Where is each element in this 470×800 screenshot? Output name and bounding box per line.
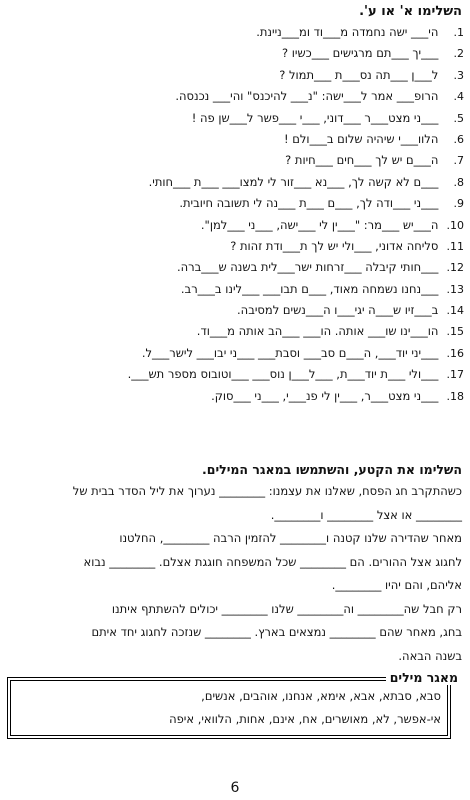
exercise-item: 5. ___ני מצט___ר ___דוני, ___י ___פשר ל___שן פה ! (191, 110, 464, 125)
exercise-text: ___יני יוד___, ה___ם סב___ וסבת___ ___ני יבו___ לישר___ל. (141, 345, 439, 360)
exercise-text: סליחה אדוני, ___ולי יש לך ת___ודת זהות ? (230, 238, 439, 253)
exercise-item: 13. ___נחנו נשמחה מאוד, ___ם תבו___ ___לינו ב___רב. (180, 281, 464, 296)
exercise-item: 3. ל___ן ___תה נס___ת ___תמול ? (279, 67, 464, 82)
exercise1-list (6, 22, 464, 407)
exercise-item: 10. ה___יש ___מר: "___ין לי ___ישה, ___ני ___למן". (200, 217, 464, 232)
exercise1-title: השלימו א' או ע'. (359, 4, 462, 19)
exercise-text: הו___ינו שו___ אותה. הו___ ___הב אותה מ___וד. (196, 324, 439, 339)
exercise-item: 18. ___ני מצט___ר, ___ין לי פנ___י, ___ני ___סוק. (211, 388, 464, 403)
exercise-text: הלוו___י שיהיה שלום ב___ולם ! (284, 131, 439, 146)
exercise-item: 6. הלוו___י שיהיה שלום ב___ולם ! (284, 131, 464, 146)
exercise-item: 14. ב___זיו ש___ה יגי___ו ה___נשים למסיבה. (237, 303, 464, 318)
paragraph-line: רק חבל שה________ וה________ שלנו ________ יכולים להשתתף איתנו (111, 601, 462, 616)
exercise-text: הי___ ישה נחמדה מ___וד ומ___ניינת. (256, 25, 439, 39)
word-bank-line: סבא, סבתא, אבא, אימא, אנחנו, אוהבים, אנשים, (201, 689, 441, 703)
paragraph-line: מאחר שהדירה שלנו קטנה ו________ להזמין הרבה ________, החלטנו (119, 531, 462, 545)
exercise-item: 4. הרופ___ אמר ל___ישה: "נ___ להיכנס" והי___ נכנסה. (175, 89, 464, 104)
exercise-text: ___ולי ___ת יוד___ת, ___ל___ן נוס___ ___וטובוס מספר תש___. (127, 367, 439, 382)
exercise-text: ___ני מצט___ר ___דוני, ___י ___פשר ל___שן פה ! (191, 110, 439, 125)
paragraph-line: ________ או אצל ________ ו________. (270, 507, 462, 522)
paragraph-line: לחגוג אצל ההורים. הם ________ שכל המשפחה חוגגת אצלם. ________ נבוא (83, 554, 462, 569)
exercise-item: 11. סליחה אדוני, ___ולי יש לך ת___ודת זהות ? (230, 238, 464, 253)
exercise-text: ___ם לא קשה לך, ___נא ___זור לי למצו___ ___ת ___חותי. (148, 174, 439, 189)
exercise-text: ___יך ___תם מרגישים ___כשיו ? (282, 46, 439, 61)
exercise-item: 12. ___חותי קיבלה ___זרחות ישר___לית בשנה ש___ברה. (176, 260, 464, 275)
paragraph-line: אליהם, והם יהיו ________. (331, 578, 462, 592)
paragraph-line: בחג, מאחר שהם ________ נמצאים בארץ. ________ שנזכה לחגוג יחד איתם (91, 625, 462, 639)
exercise-item: 15. הו___ינו שו___ אותה. הו___ ___הב אותה מ___וד. (196, 324, 464, 339)
exercise-text: ___ני מצט___ר, ___ין לי פנ___י, ___ני ___סוק. (211, 388, 439, 403)
exercise-text: ה___יש ___מר: "___ין לי ___ישה, ___ני ___למן". (200, 217, 439, 232)
exercise-item: 16. ___יני יוד___, ה___ם סב___ וסבת___ ___ני יבו___ לישר___ל. (141, 345, 464, 360)
cloze-paragraph (8, 480, 462, 668)
exercise-text: ב___זיו ש___ה יגי___ו ה___נשים למסיבה. (237, 303, 439, 318)
exercise-item: 1. הי___ ישה נחמדה מ___וד ומ___ניינת. (256, 25, 464, 39)
exercise-item: 7. ה___ם יש לך ___חים ___חיות ? (285, 153, 464, 168)
word-bank-line: אי-אפשר, לא, מאושרים, אח, אינם, אחות, הלוואי, איפה (169, 712, 441, 726)
exercise2-title: השלימו את הקטע, והשתמשו במאגר המילים. (202, 462, 462, 477)
exercise-item: 17. ___ולי ___ת יוד___ת, ___ל___ן נוס___ ___וטובוס מספר תש___. (127, 367, 464, 382)
exercise-item: 2. ___יך ___תם מרגישים ___כשיו ? (282, 46, 464, 61)
word-bank-box (10, 680, 448, 736)
exercise-text: ___חותי קיבלה ___זרחות ישר___לית בשנה ש___ברה. (176, 260, 439, 275)
paragraph-line: בשנה הבאה. (398, 648, 462, 663)
page-number: 6 (230, 780, 240, 796)
word-bank-label: מאגר מילים (386, 670, 462, 685)
exercise-item: 9. ___ני ___ודה לך, ___ם ___ת ___נה לי תשובה חיובית. (179, 196, 464, 211)
exercise-text: ___נחנו נשמחה מאוד, ___ם תבו___ ___לינו ב___רב. (180, 281, 439, 296)
paragraph-line: כשהתקרב חג הפסח, שאלנו את עצמנו: ________ נערוך את ליל הסדר בבית של (72, 484, 462, 498)
exercise-text: הרופ___ אמר ל___ישה: "נ___ להיכנס" והי___ נכנסה. (175, 89, 439, 104)
exercise-text: ל___ן ___תה נס___ת ___תמול ? (279, 67, 439, 82)
exercise-item: 8. ___ם לא קשה לך, ___נא ___זור לי למצו___ ___ת ___חותי. (148, 174, 464, 189)
exercise-text: ה___ם יש לך ___חים ___חיות ? (285, 153, 439, 168)
exercise-text: ___ני ___ודה לך, ___ם ___ת ___נה לי תשובה חיובית. (179, 196, 439, 211)
